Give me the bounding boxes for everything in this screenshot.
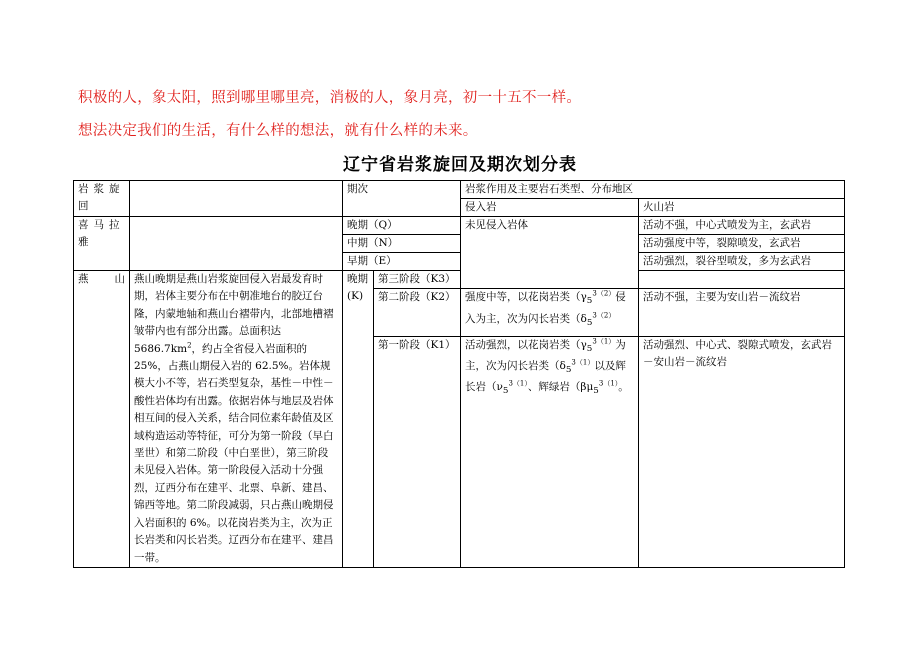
motto-line-2: 想法决定我们的生活，有什么样的想法，就有什么样的未来。 [78,123,478,139]
yanshan-stage2: 第二阶段（K2） [374,289,461,336]
yanshan-stage1: 第一阶段（K1） [374,336,461,567]
magmatic-cycle-table [73,180,845,568]
himalaya-cycle: 喜马拉雅 [74,217,130,271]
yanshan-cycle: 燕山 [74,271,130,568]
yanshan-stage1-intrusive: 活动强烈，以花岗岩类（$\gamma_5^{3(1)}$为主，次为闪长岩类（$\delta_5^{3(1)}$以及辉长岩（$\nu_5^{3(1)}$、辉绿岩（$\beta\mu_5^{3(1)}$。 [461,336,639,567]
himalaya-late: 晚期（Q） [343,217,461,235]
header-period: 期次 [343,181,461,217]
yanshan-description: 燕山晚期是燕山岩浆旋回侵入岩最发育时期，岩体主要分布在中朝准地台的胶辽台隆，内蒙地轴和燕山台褶带内，北部地槽褶皱带内也有部分出露。总面积达$5686.7km^2$，约占全省侵入岩面积的 25%，占燕山期侵入岩的 62.5%。岩体规模大小不等，岩石类型复杂，基性－中性－酸性岩体均有出露。依据岩体与地层及岩体相互间的侵入关系，结合同位素年龄值及区域构造运动等特征，可分为第一阶段（早白垩世）和第二阶段（中白垩世），第三阶段未见侵入岩体。第一阶段侵入活动十分强烈，辽西分布在建平、北票、阜新、建昌、锦西等地。第二阶段减弱，只占燕山晚期侵入岩面积的 6%。以花岗岩类为主，次为正长岩类和闪长岩类。辽西分布在建平、建昌一带。 [130,271,343,568]
himalaya-volcanic-middle: 活动强度中等，裂隙喷发，玄武岩 [639,235,845,253]
yanshan-stage2-volcanic: 活动不强，主要为安山岩－流纹岩 [639,289,845,336]
motto-line-1: 积极的人，象太阳，照到哪里哪里亮，消极的人，象月亮，初一十五不一样。 [78,90,582,106]
header-cycle: 岩浆旋回 [74,181,130,217]
yanshan-stage3: 第三阶段（K3） [374,271,461,289]
yanshan-stage1-volcanic: 活动强烈、中心式、裂隙式喷发，玄武岩－安山岩－流纹岩 [639,336,845,567]
header-intrusive: 侵入岩 [461,199,639,217]
himalaya-intrusive: 未见侵入岩体 [461,217,639,289]
himalaya-description-blank [130,217,343,271]
header-description-blank [130,181,343,217]
yanshan-stage3-volcanic [639,271,845,289]
header-volcanic: 火山岩 [639,199,845,217]
yanshan-late-period: 晚期(K) [343,271,374,568]
header-activity: 岩浆作用及主要岩石类型、分布地区 [461,181,845,199]
himalaya-volcanic-late: 活动不强，中心式喷发为主，玄武岩 [639,217,845,235]
himalaya-volcanic-early: 活动强烈，裂谷型喷发，多为玄武岩 [639,253,845,271]
table-title: 辽宁省岩浆旋回及期次划分表 [343,155,577,175]
himalaya-early: 早期（E） [343,253,461,271]
himalaya-middle: 中期（N） [343,235,461,253]
yanshan-stage2-intrusive: 强度中等，以花岗岩类（$\gamma_5^{3(2)}$侵入为主，次为闪长岩类（$\delta_5^{3(2)}$ [461,289,639,336]
